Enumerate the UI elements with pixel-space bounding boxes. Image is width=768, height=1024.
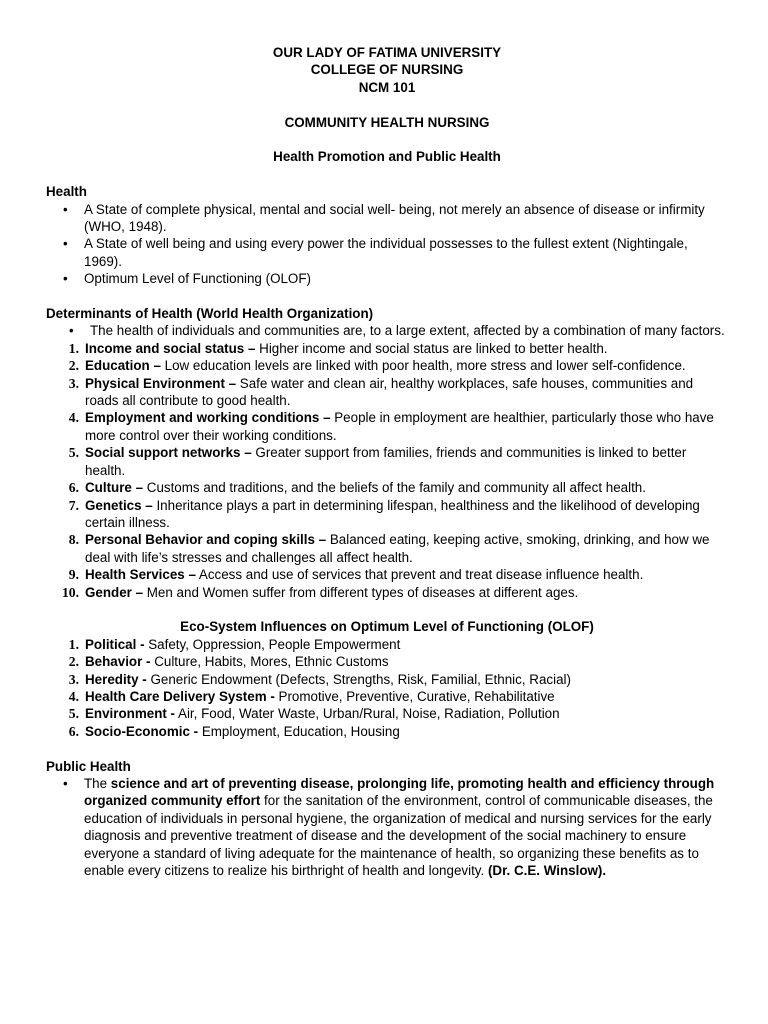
ecosystem-heading: Eco-System Influences on Optimum Level of Functioning (OLOF)	[180, 619, 594, 635]
list-item: 10. Gender – Men and Women suffer from different types of diseases at different ages.	[62, 584, 579, 600]
determinants-heading: Determinants of Health (World Health Organization)	[46, 306, 374, 322]
list-item: • Optimum Level of Functioning (OLOF)	[46, 270, 728, 287]
list-item: • The health of individuals and communities are, to a large extent, affected by a combination of many factors.	[46, 322, 728, 339]
public-health-heading: Public Health	[46, 758, 131, 774]
health-heading: Health	[46, 184, 87, 200]
list-item: • A State of well being and using every power the individual possesses to the fullest extent (Nightingale, 1969).	[46, 235, 728, 270]
list-item: 9. Health Services – Access and use of services that prevent and treat disease influence health.	[68, 567, 644, 583]
determinants-intro-list	[46, 322, 728, 339]
list-item: 5. Environment - Air, Food, Water Waste, Urban/Rural, Noise, Radiation, Pollution	[68, 706, 560, 722]
list-item: • The science and art of preventing disease, prolonging life, promoting health and efficiency through organized community effort for the sanitation of the environment, control of communicable diseases, the education of individuals in personal hygiene, the organization of medical and nursing services for the early diagnosis and preventive treatment of disease and the development of the social machinery to ensure everyone a standard of living adequate for the maintenance of health, so organizing these benefits as to enable every citizens to realize his birthright of health and longevity. (Dr. C.E. Winslow).	[46, 775, 728, 879]
list-item: 4. Health Care Delivery System - Promotive, Preventive, Curative, Rehabilitative	[68, 688, 555, 704]
document-header	[46, 44, 728, 166]
list-item: 6. Socio-Economic - Employment, Education, Housing	[68, 723, 400, 739]
topic-title: Health Promotion and Public Health	[273, 149, 501, 165]
public-health-list	[46, 775, 728, 879]
list-item: • A State of complete physical, mental and social well- being, not merely an absence of disease or infirmity (WHO, 1948).	[46, 201, 728, 236]
course-code: NCM 101	[358, 79, 416, 95]
list-item: 4. Employment and working conditions – People in employment are healthier, particularly those who have more control over their working conditions.	[68, 410, 714, 443]
health-bullet-list	[46, 201, 728, 288]
list-item: 7. Genetics – Inheritance plays a part in determining lifespan, healthiness and the likelihood of developing certain illness.	[68, 497, 700, 530]
ecosystem-list	[46, 636, 728, 740]
list-item: 8. Personal Behavior and coping skills – Balanced eating, keeping active, smoking, drinking, and how we deal with life’s stresses and challenges all affect health.	[68, 532, 710, 565]
list-item: 3. Physical Environment – Safe water and clean air, healthy workplaces, safe houses, communities and roads all contribute to good health.	[68, 375, 694, 409]
list-item: 2. Behavior - Culture, Habits, Mores, Ethnic Customs	[68, 654, 389, 670]
college-name: COLLEGE OF NURSING	[310, 62, 464, 78]
list-item: 3. Heredity - Generic Endowment (Defects, Strengths, Risk, Familial, Ethnic, Racial)	[68, 671, 571, 687]
determinants-list	[46, 340, 728, 601]
list-item: 1. Income and social status – Higher income and social status are linked to better health.	[68, 340, 608, 356]
list-item: 2. Education – Low education levels are linked with poor health, more stress and lower self-confidence.	[68, 358, 686, 374]
subject-title: COMMUNITY HEALTH NURSING	[284, 114, 490, 130]
list-item: 6. Culture – Customs and traditions, and the beliefs of the family and community all affect health.	[68, 480, 646, 496]
list-item: 1. Political - Safety, Oppression, People Empowerment	[68, 636, 401, 652]
university-name: OUR LADY OF FATIMA UNIVERSITY	[272, 45, 502, 60]
list-item: 5. Social support networks – Greater support from families, friends and communities is linked to better health.	[68, 445, 687, 478]
